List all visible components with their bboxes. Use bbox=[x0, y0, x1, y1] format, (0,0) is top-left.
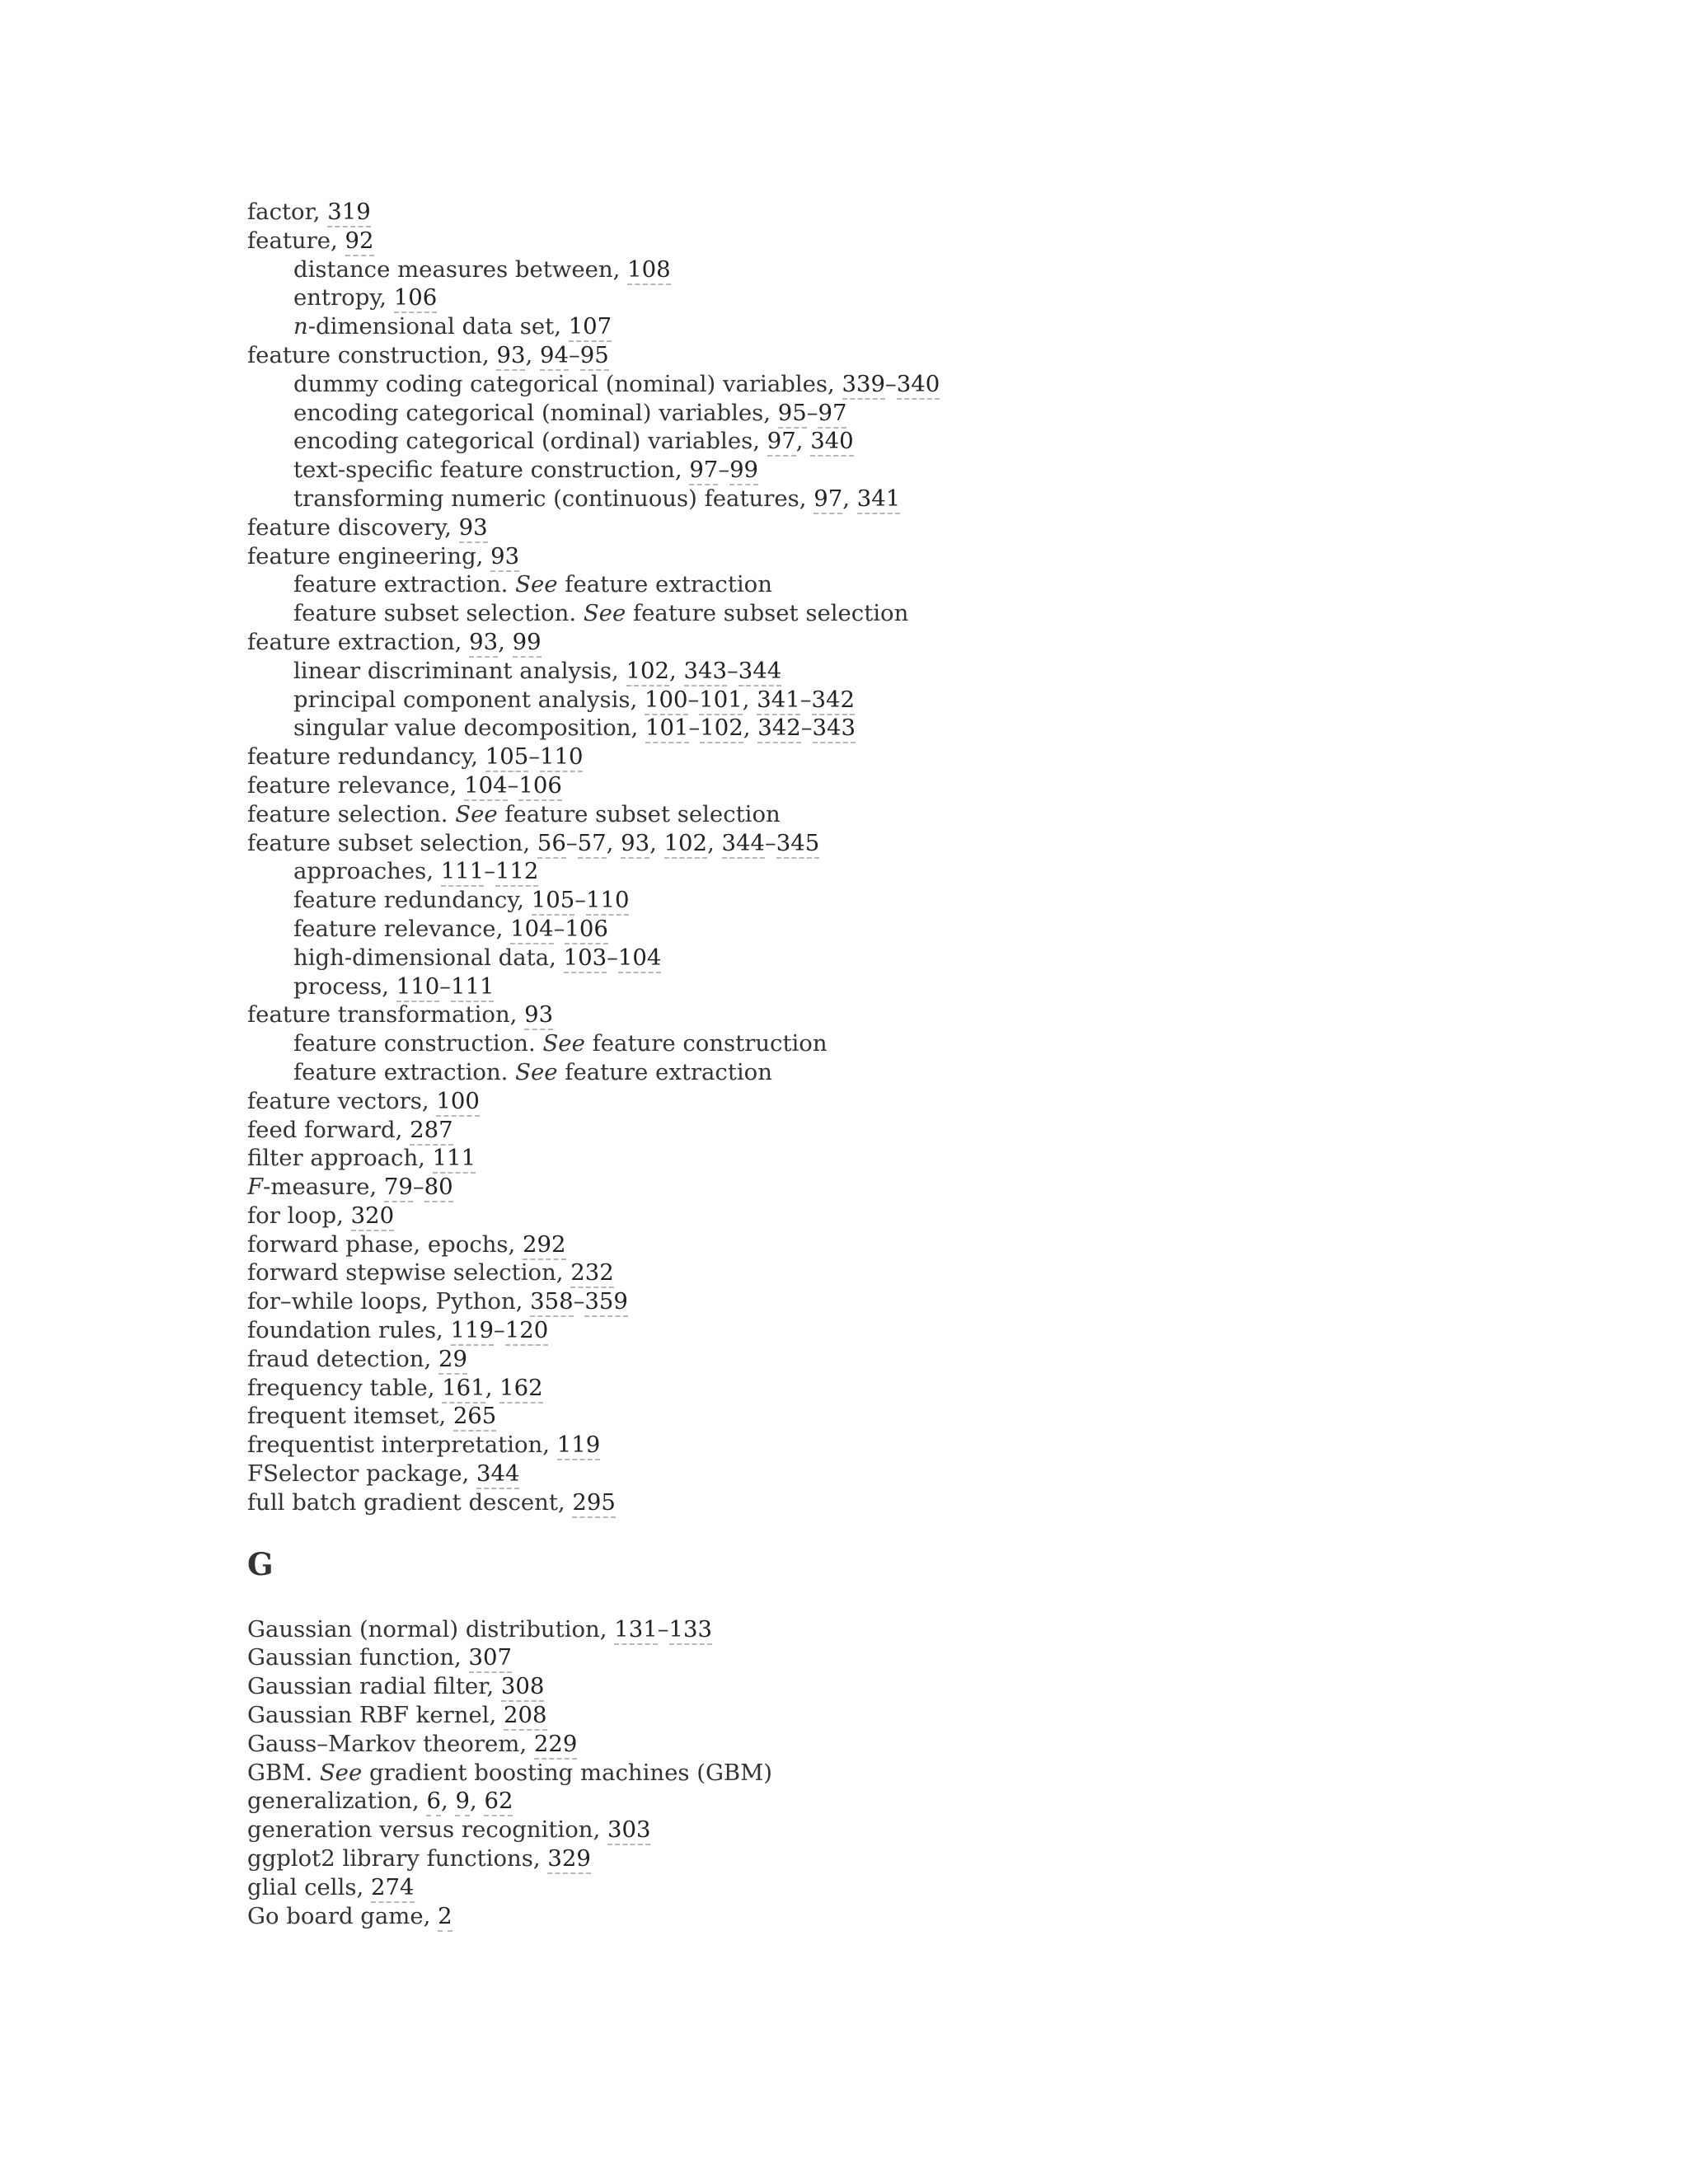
page-number-link[interactable]: 62 bbox=[484, 1788, 513, 1816]
entry-text: feature extraction bbox=[557, 571, 772, 598]
index-page bbox=[247, 198, 1566, 1930]
page-number-link[interactable]: 29 bbox=[438, 1346, 467, 1375]
italic-text: See bbox=[583, 600, 626, 627]
page-number-link[interactable]: 93 bbox=[469, 629, 498, 658]
entry-text: – bbox=[568, 341, 580, 368]
entry-text: – bbox=[507, 771, 519, 799]
page-number-link[interactable]: 358 bbox=[530, 1288, 574, 1317]
page-number-link[interactable]: 111 bbox=[433, 1145, 476, 1174]
page-number-link[interactable]: 320 bbox=[351, 1202, 395, 1231]
page-number-link[interactable]: 99 bbox=[513, 629, 542, 658]
index-entry bbox=[247, 1844, 1566, 1873]
entry-text: dummy coding categorical (nominal) variables, bbox=[293, 370, 842, 397]
page-number-link[interactable]: 106 bbox=[565, 916, 608, 944]
entry-text: – bbox=[565, 829, 578, 856]
page-number-link[interactable]: 94 bbox=[540, 342, 569, 371]
page-number-link[interactable]: 342 bbox=[812, 687, 856, 715]
entry-text: frequent itemset, bbox=[247, 1403, 453, 1430]
page-number-link[interactable]: 343 bbox=[684, 658, 728, 687]
page-number-link[interactable]: 97 bbox=[814, 485, 842, 514]
index-subentry bbox=[247, 1058, 1566, 1087]
entry-text: process, bbox=[293, 972, 396, 1000]
page-number-link[interactable]: 57 bbox=[578, 830, 607, 859]
entry-text: encoding categorical (ordinal) variables, bbox=[293, 428, 767, 455]
index-subentry bbox=[247, 944, 1566, 972]
entry-text: entropy, bbox=[293, 284, 394, 312]
entry-text: foundation rules, bbox=[247, 1317, 451, 1344]
entry-text: factor, bbox=[247, 199, 328, 225]
page-number-link[interactable]: 341 bbox=[857, 485, 901, 514]
page-number-link[interactable]: 307 bbox=[469, 1644, 513, 1673]
index-subentry bbox=[247, 972, 1566, 1001]
index-entry bbox=[247, 1816, 1566, 1844]
page-number-link[interactable]: 105 bbox=[485, 743, 529, 772]
entry-text: , bbox=[795, 428, 811, 455]
entry-text: Gaussian RBF kernel, bbox=[247, 1702, 504, 1729]
entry-text: ggplot2 library functions, bbox=[247, 1845, 548, 1872]
index-entry bbox=[247, 771, 1566, 800]
index-entry bbox=[247, 513, 1566, 542]
page-number-link[interactable]: 119 bbox=[557, 1432, 601, 1460]
entry-text: , bbox=[498, 628, 513, 655]
page-number-link[interactable]: 105 bbox=[532, 887, 575, 916]
entry-text: for–while loops, Python, bbox=[247, 1288, 531, 1315]
entry-text: feature extraction, bbox=[247, 628, 470, 655]
entry-text: frequentist interpretation, bbox=[247, 1432, 557, 1459]
entry-text: filter approach, bbox=[247, 1145, 433, 1172]
entry-text: feature extraction. bbox=[293, 1058, 516, 1085]
entry-text: feature subset selection bbox=[497, 800, 781, 827]
entry-text: generalization, bbox=[247, 1788, 427, 1815]
index-entry bbox=[247, 1374, 1566, 1403]
page-number-link[interactable]: 345 bbox=[776, 830, 820, 859]
index-entry bbox=[247, 1460, 1566, 1488]
page-number-link[interactable]: 106 bbox=[518, 772, 562, 801]
entry-text: – bbox=[799, 686, 812, 713]
page-number-link[interactable]: 162 bbox=[499, 1375, 543, 1404]
page-number-link[interactable]: 108 bbox=[627, 256, 671, 285]
entry-text: feature construction. bbox=[293, 1030, 543, 1057]
index-subentry bbox=[247, 370, 1566, 399]
entry-text: – bbox=[607, 944, 618, 971]
index-subentry bbox=[247, 1029, 1566, 1058]
page-number-link[interactable]: 131 bbox=[614, 1616, 658, 1645]
index-subentry bbox=[247, 714, 1566, 743]
page-number-link[interactable]: 341 bbox=[757, 687, 800, 715]
entry-text: , bbox=[440, 1788, 456, 1815]
page-number-link[interactable]: 110 bbox=[586, 887, 630, 916]
entry-text: gradient boosting machines (GBM) bbox=[362, 1759, 773, 1786]
page-number-link[interactable]: 102 bbox=[626, 658, 670, 687]
entry-text: feature extraction bbox=[557, 1058, 772, 1085]
page-number-link[interactable]: 97 bbox=[767, 428, 796, 457]
index-entry bbox=[247, 1287, 1566, 1316]
index-entry bbox=[247, 542, 1566, 571]
page-number-link[interactable]: 101 bbox=[645, 715, 689, 743]
entry-text: principal component analysis, bbox=[293, 686, 645, 713]
index-entry bbox=[247, 1431, 1566, 1460]
index-entry bbox=[247, 743, 1566, 771]
entry-text: – bbox=[657, 1615, 669, 1643]
page-number-link[interactable]: 339 bbox=[842, 371, 886, 400]
index-entry bbox=[247, 1902, 1566, 1931]
index-entry bbox=[247, 1672, 1566, 1701]
index-entry bbox=[247, 1615, 1566, 1644]
entry-text: generation versus recognition, bbox=[247, 1816, 607, 1844]
entry-text: text-specific feature construction, bbox=[293, 457, 690, 484]
page-number-link[interactable]: 120 bbox=[505, 1317, 549, 1346]
entry-text: – bbox=[484, 858, 495, 885]
entry-text: , bbox=[485, 1374, 500, 1401]
index-subentry bbox=[247, 886, 1566, 915]
index-entry bbox=[247, 1759, 1566, 1788]
entry-text: – bbox=[688, 715, 701, 742]
entry-text: – bbox=[494, 1317, 505, 1344]
index-section bbox=[247, 198, 1566, 1517]
entry-text: Gaussian radial filter, bbox=[247, 1673, 501, 1700]
page-number-link[interactable]: 107 bbox=[569, 313, 612, 342]
index-subentry bbox=[247, 857, 1566, 886]
index-entry bbox=[247, 1001, 1566, 1029]
entry-text: Go board game, bbox=[247, 1902, 438, 1929]
index-entry bbox=[247, 628, 1566, 657]
page-number-link[interactable]: 104 bbox=[510, 916, 554, 944]
entry-text: – bbox=[885, 370, 897, 397]
index-subentry bbox=[247, 284, 1566, 312]
page-number-link[interactable]: 344 bbox=[722, 830, 766, 859]
index-entry bbox=[247, 1316, 1566, 1345]
entry-text: feature construction bbox=[584, 1030, 828, 1057]
page-number-link[interactable]: 93 bbox=[524, 1001, 553, 1030]
italic-text: See bbox=[515, 1058, 558, 1085]
page-number-link[interactable]: 102 bbox=[664, 830, 708, 859]
index-entry bbox=[247, 1730, 1566, 1759]
italic-text: See bbox=[319, 1759, 363, 1786]
entry-text: – bbox=[573, 1288, 585, 1315]
page-number-link[interactable]: 97 bbox=[689, 457, 718, 485]
index-subentry bbox=[247, 255, 1566, 284]
page-number-link[interactable]: 93 bbox=[490, 543, 519, 572]
entry-text: – bbox=[439, 972, 451, 1000]
page-number-link[interactable]: 93 bbox=[459, 514, 488, 543]
entry-text: , bbox=[842, 485, 857, 512]
entry-text: , bbox=[649, 829, 664, 856]
index-entry bbox=[247, 227, 1566, 255]
entry-text: frequency table, bbox=[247, 1374, 443, 1401]
page-number-link[interactable]: 79 bbox=[384, 1174, 413, 1202]
page-number-link[interactable]: 343 bbox=[813, 715, 856, 743]
page-number-link[interactable]: 95 bbox=[580, 342, 609, 371]
page-number-link[interactable]: 340 bbox=[810, 428, 854, 457]
entry-text: , bbox=[525, 341, 540, 368]
entry-text: feed forward, bbox=[247, 1116, 410, 1143]
page-number-link[interactable]: 80 bbox=[424, 1174, 453, 1202]
index-entry bbox=[247, 1345, 1566, 1374]
entry-text: – bbox=[800, 715, 813, 742]
index-entry bbox=[247, 1087, 1566, 1116]
page-number-link[interactable]: 287 bbox=[410, 1117, 453, 1146]
index-entry bbox=[247, 1488, 1566, 1517]
index-entry bbox=[247, 198, 1566, 227]
page-number-link[interactable]: 319 bbox=[327, 199, 371, 227]
page-number-link[interactable]: 119 bbox=[451, 1317, 495, 1346]
page-number-link[interactable]: 342 bbox=[757, 715, 801, 743]
entry-text: feature subset selection, bbox=[247, 829, 537, 856]
index-entry bbox=[247, 1873, 1566, 1902]
index-subentry bbox=[247, 657, 1566, 686]
entry-text: high-dimensional data, bbox=[293, 944, 564, 971]
index-entry bbox=[247, 1787, 1566, 1816]
entry-text: fraud detection, bbox=[247, 1345, 438, 1372]
index-entry bbox=[247, 1230, 1566, 1259]
entry-text: linear discriminant analysis, bbox=[293, 657, 626, 684]
entry-text: – bbox=[574, 887, 586, 914]
index-entry bbox=[247, 1701, 1566, 1730]
index-subentry bbox=[247, 686, 1566, 715]
index-section bbox=[247, 1544, 1566, 1931]
entry-text: feature redundancy, bbox=[247, 743, 485, 771]
page-number-link[interactable]: 111 bbox=[441, 858, 485, 887]
entry-text: forward phase, epochs, bbox=[247, 1230, 523, 1258]
index-subentry bbox=[247, 456, 1566, 485]
entry-text: – bbox=[528, 743, 540, 771]
page-number-link[interactable]: 208 bbox=[504, 1702, 547, 1731]
index-entry bbox=[247, 800, 1566, 829]
entry-text: feature extraction. bbox=[293, 571, 516, 598]
index-entry bbox=[247, 1258, 1566, 1287]
page-number-link[interactable]: 104 bbox=[618, 944, 662, 973]
page-number-link[interactable]: 102 bbox=[700, 715, 743, 743]
page-number-link[interactable]: 274 bbox=[371, 1874, 415, 1903]
entry-text: feature engineering, bbox=[247, 542, 491, 569]
entry-text: feature discovery, bbox=[247, 513, 459, 541]
entry-text: , bbox=[469, 1788, 485, 1815]
italic-text: See bbox=[515, 571, 558, 598]
page-number-link[interactable]: 265 bbox=[453, 1403, 497, 1432]
page-number-link[interactable]: 292 bbox=[523, 1231, 566, 1260]
index-entry bbox=[247, 1643, 1566, 1672]
entry-text: – bbox=[553, 915, 565, 942]
page-number-link[interactable]: 99 bbox=[729, 457, 758, 485]
page-number-link[interactable]: 56 bbox=[537, 830, 566, 859]
page-number-link[interactable]: 232 bbox=[570, 1259, 614, 1288]
page-number-link[interactable]: 359 bbox=[584, 1288, 628, 1317]
page-number-link[interactable]: 97 bbox=[818, 400, 846, 429]
letter-heading: G bbox=[247, 1545, 274, 1582]
entry-text: , bbox=[742, 686, 757, 713]
page-number-link[interactable]: 161 bbox=[442, 1375, 485, 1404]
page-number-link[interactable]: 303 bbox=[607, 1816, 651, 1845]
page-number-link[interactable]: 133 bbox=[669, 1616, 713, 1645]
entry-text: , bbox=[606, 829, 621, 856]
page-number-link[interactable]: 100 bbox=[436, 1088, 480, 1117]
index-subentry bbox=[247, 312, 1566, 341]
entry-text: encoding categorical (nominal) variables, bbox=[293, 399, 778, 426]
italic-text: See bbox=[542, 1030, 585, 1057]
entry-text: – bbox=[727, 657, 738, 684]
entry-text: glial cells, bbox=[247, 1873, 371, 1900]
index-subentry bbox=[247, 485, 1566, 513]
entry-text: singular value decomposition, bbox=[293, 715, 646, 742]
italic-text: See bbox=[455, 800, 498, 827]
entry-text: full batch gradient descent, bbox=[247, 1488, 573, 1516]
index-subentry bbox=[247, 599, 1566, 628]
index-entry bbox=[247, 829, 1566, 858]
page-number-link[interactable]: 95 bbox=[778, 400, 807, 429]
index-entry bbox=[247, 341, 1566, 370]
entry-text: forward stepwise selection, bbox=[247, 1259, 571, 1286]
page-number-link[interactable]: 329 bbox=[547, 1845, 591, 1874]
italic-text: F bbox=[247, 1174, 264, 1201]
entry-text: Gaussian function, bbox=[247, 1644, 469, 1671]
index-entry bbox=[247, 1116, 1566, 1145]
entry-text: , bbox=[707, 829, 722, 856]
entry-text: FSelector package, bbox=[247, 1460, 476, 1488]
page-number-link[interactable]: 104 bbox=[464, 772, 508, 801]
index-entry bbox=[247, 1402, 1566, 1431]
entry-text: Gauss–Markov theorem, bbox=[247, 1730, 534, 1757]
entry-text: distance measures between, bbox=[293, 255, 628, 283]
page-number-link[interactable]: 229 bbox=[534, 1731, 578, 1760]
entry-text: feature relevance, bbox=[247, 771, 465, 799]
entry-text: feature redundancy, bbox=[293, 887, 532, 914]
entry-text: for loop, bbox=[247, 1202, 351, 1229]
page-number-link[interactable]: 340 bbox=[897, 371, 940, 400]
entry-text: Gaussian (normal) distribution, bbox=[247, 1615, 615, 1643]
entry-text: feature construction, bbox=[247, 341, 497, 368]
entry-text: feature relevance, bbox=[293, 915, 511, 942]
index-subentry bbox=[247, 427, 1566, 456]
page-number-link[interactable]: 93 bbox=[621, 830, 649, 859]
entry-text: feature subset selection bbox=[626, 600, 909, 627]
entry-text: GBM. bbox=[247, 1759, 320, 1786]
page-number-link[interactable]: 93 bbox=[496, 342, 525, 371]
index-entry bbox=[247, 1202, 1566, 1230]
page-number-link[interactable]: 6 bbox=[426, 1788, 441, 1816]
page-number-link[interactable]: 101 bbox=[699, 687, 743, 715]
page-number-link[interactable]: 112 bbox=[495, 858, 539, 887]
entry-text: feature vectors, bbox=[247, 1087, 437, 1114]
page-number-link[interactable]: 308 bbox=[501, 1673, 545, 1702]
page-number-link[interactable]: 2 bbox=[438, 1903, 452, 1932]
entry-text: – bbox=[765, 829, 776, 856]
entry-text: feature subset selection. bbox=[293, 600, 584, 627]
page-number-link[interactable]: 344 bbox=[738, 658, 782, 687]
index-entry bbox=[247, 1144, 1566, 1173]
entry-text: , bbox=[669, 657, 684, 684]
index-subentry bbox=[247, 570, 1566, 599]
page-number-link[interactable]: 100 bbox=[645, 687, 688, 715]
index-entry bbox=[247, 1173, 1566, 1202]
page-number-link[interactable]: 295 bbox=[572, 1489, 616, 1518]
page-number-link[interactable]: 111 bbox=[451, 973, 495, 1002]
entry-text: – bbox=[412, 1174, 424, 1201]
entry-text: transforming numeric (continuous) features, bbox=[293, 485, 814, 512]
entry-text: feature, bbox=[247, 227, 345, 254]
page-number-link[interactable]: 103 bbox=[564, 944, 607, 973]
entry-text: feature transformation, bbox=[247, 1001, 525, 1029]
entry-text: -dimensional data set, bbox=[307, 313, 569, 340]
page-number-link[interactable]: 92 bbox=[345, 227, 374, 256]
entry-text: – bbox=[718, 457, 730, 484]
entry-text: – bbox=[687, 686, 700, 713]
page-number-link[interactable]: 110 bbox=[540, 743, 584, 772]
entry-text: approaches, bbox=[293, 858, 441, 885]
page-number-link[interactable]: 344 bbox=[476, 1460, 520, 1489]
page-number-link[interactable]: 106 bbox=[394, 284, 438, 313]
index-subentry bbox=[247, 915, 1566, 944]
entry-text: – bbox=[806, 399, 818, 426]
entry-text: -measure, bbox=[263, 1174, 384, 1201]
page-number-link[interactable]: 110 bbox=[396, 973, 440, 1002]
entry-text: , bbox=[743, 715, 758, 742]
index-subentry bbox=[247, 399, 1566, 428]
italic-text: n bbox=[293, 313, 308, 340]
page-number-link[interactable]: 9 bbox=[455, 1788, 470, 1816]
entry-text: feature selection. bbox=[247, 800, 456, 827]
